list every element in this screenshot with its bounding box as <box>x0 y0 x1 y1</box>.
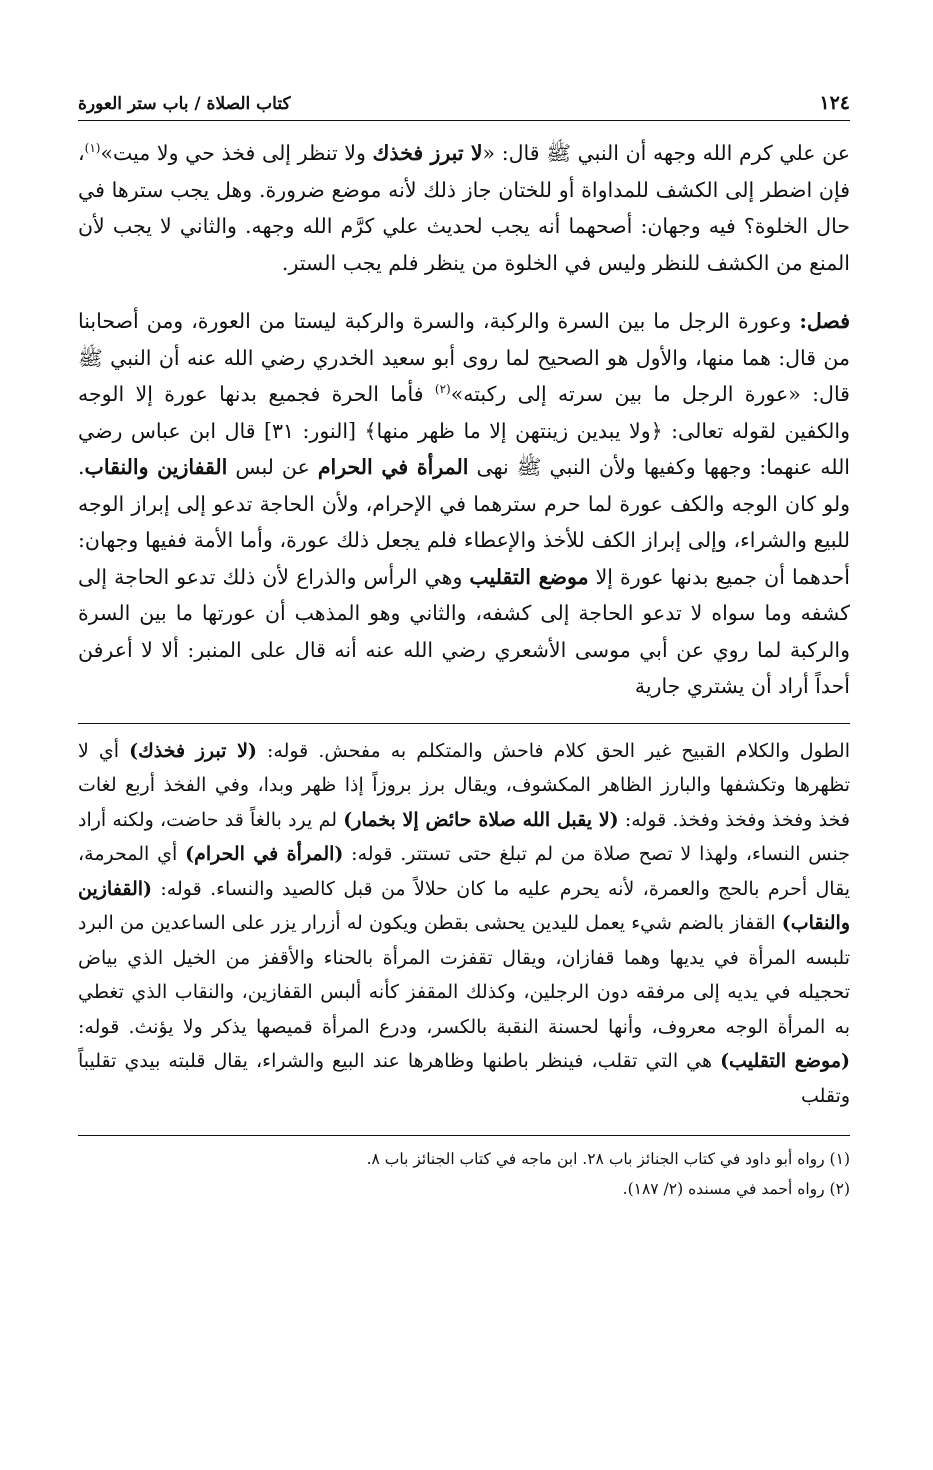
commentary-paragraph <box>78 734 850 1114</box>
bold-phrase: المرأة في الحرام <box>317 455 469 479</box>
footnote-1: (١) رواه أبو داود في كتاب الجنائز باب ٢٨. ابن ماجه في كتاب الجنائز باب ٨. <box>366 1150 850 1168</box>
bold-phrase: (لا تبرز فخذك) <box>129 739 257 762</box>
bold-phrase: (موضع التقليب) <box>720 1050 850 1072</box>
text-run: ، فإن اضطر إلى الكشف للمداواة أو للختان جاز ذلك لأنه موضع ضرورة. وهل يجب سترها في حال الخلوة؟ فيه وجهان: أصحهما أنه يجب لحديث علي كرَّم الله وجهه. والثاني لا يجب لأن المنع من الكشف للنظر وليس في الخلوة من ينظر فلم يجب الستر. <box>78 141 850 275</box>
text-run: . ولو كان الوجه والكف عورة لما حرم سترهما في الإحرام، ولأن الحاجة تدعو إلى إبراز الوجه للبيع والشراء، وإلى إبراز الكف للأخذ والإعطاء فلم يجعل ذلك عورة، وأما الأمة ففيها وجهان: أحدهما أن جميع بدنها عورة إلا <box>78 455 850 589</box>
book-page <box>78 84 850 1204</box>
bold-phrase: (القفازين والنقاب) <box>78 877 850 934</box>
running-title: كتاب الصلاة / باب ستر العورة <box>78 94 291 114</box>
text-run: لم يرد بالغاً قد حاضت، ولكنه أراد جنس النساء، ولهذا لا تصح صلاة من لم تبلغ حتى تستتر. قوله: <box>78 808 850 865</box>
paragraph-1 <box>78 135 850 281</box>
commentary-notes <box>78 734 850 1114</box>
text-run: الطول والكلام القبيح غير الحق كلام فاحش والمتكلم به مفحش. قوله: <box>256 739 850 762</box>
bold-phrase: موضع التقليب <box>469 564 589 589</box>
text-run: ولا تنظر إلى فخذ حي ولا ميت» <box>100 141 373 165</box>
text-run: هي التي تقلب، فينظر باطنها وظاهرها عند البيع والشراء، يقال قلبته بيدي تقليباً وتقلب <box>78 1050 850 1107</box>
footnote-2: (٢) رواه أحمد في مسنده (٢/ ١٨٧). <box>622 1180 850 1198</box>
footnote-ref-1[interactable]: (١) <box>84 141 101 156</box>
page-header <box>78 84 850 121</box>
paragraph-2 <box>78 303 850 705</box>
bold-phrase: لا تبرز فخذك <box>372 141 483 165</box>
bold-phrase: القفازين والنقاب <box>84 455 228 479</box>
footnotes <box>78 1144 850 1204</box>
text-run: فأما الحرة فجميع بدنها عورة إلا الوجه والكفين لقوله تعالى: ﴿ولا يبدين زينتهن إلا ما ظهر منها﴾ [النور: ٣١] قال ابن عباس رضي الله عنهما: وجهها وكفيها ولأن النبي ﷺ نهى <box>78 382 851 479</box>
main-text <box>78 135 850 705</box>
commentary-divider <box>78 723 850 724</box>
text-run: أي لا تظهرها وتكشفها والبارز الظاهر المكشوف، ويقال برز بروزاً إذا ظهر وبدا، وفي الفخذ أربع لغات فخذ وفخذ وفخذ وفخذ. قوله: <box>78 739 850 831</box>
text-run: وهي الرأس والذراع لأن ذلك تدعو الحاجة إلى كشفه وما سواه لا تدعو الحاجة إلى كشفه، والثاني وهو المذهب أن عورتها ما بين السرة والركبة لما روي عن أبي موسى الأشعري رضي الله عنه أنه قال على المنبر: ألا لا أعرفن أحداً أراد أن يشتري جارية <box>78 564 850 698</box>
bold-phrase: (لا يقبل الله صلاة حائض إلا بخمار) <box>343 808 619 831</box>
footnote-ref-2[interactable]: (٢) <box>434 382 451 397</box>
text-run: وعورة الرجل ما بين السرة والركبة، والسرة والركبة ليستا من العورة، ومن أصحابنا من قال: هما منها، والأول هو الصحيح لما روى أبو سعيد الخدري رضي الله عنه أن النبي ﷺ قال: «عورة الرجل ما بين سرته إلى ركبته» <box>78 309 850 406</box>
text-run: عن علي كرم الله وجهه أن النبي ﷺ قال: « <box>482 141 850 165</box>
text-run: عن لبس <box>227 455 318 479</box>
text-run: أي المحرمة، يقال أحرم بالحج والعمرة، لأنه يحرم عليه ما كان حلالاً من قبل كالصيد والنساء. قوله: <box>78 843 850 900</box>
footnote-divider <box>78 1135 850 1136</box>
text-run: القفاز بالضم شيء يعمل لليدين يحشى بقطن ويكون له أزرار يزر على الساعدين من البرد تلبسه المرأة في يديها وهما قفازان، ويقال تقفزت المرأة بالحناء والأقفز من الخيل الذي بياض تحجيله في يديه إلى مرفقه دون الرجلين، وكذلك المقفز كأنه ألبس القفازين، والنقاب الذي تغطي به المرأة الوجه معروف، وأنها لحسنة النقبة بالكسر، ودرع المرأة قميصها يذكر ولا يؤنث. قوله: <box>78 912 850 1038</box>
section-lead: فصل: <box>799 309 851 333</box>
bold-phrase: (المرأة في الحرام) <box>185 843 344 865</box>
page-number: ١٢٤ <box>819 92 850 114</box>
